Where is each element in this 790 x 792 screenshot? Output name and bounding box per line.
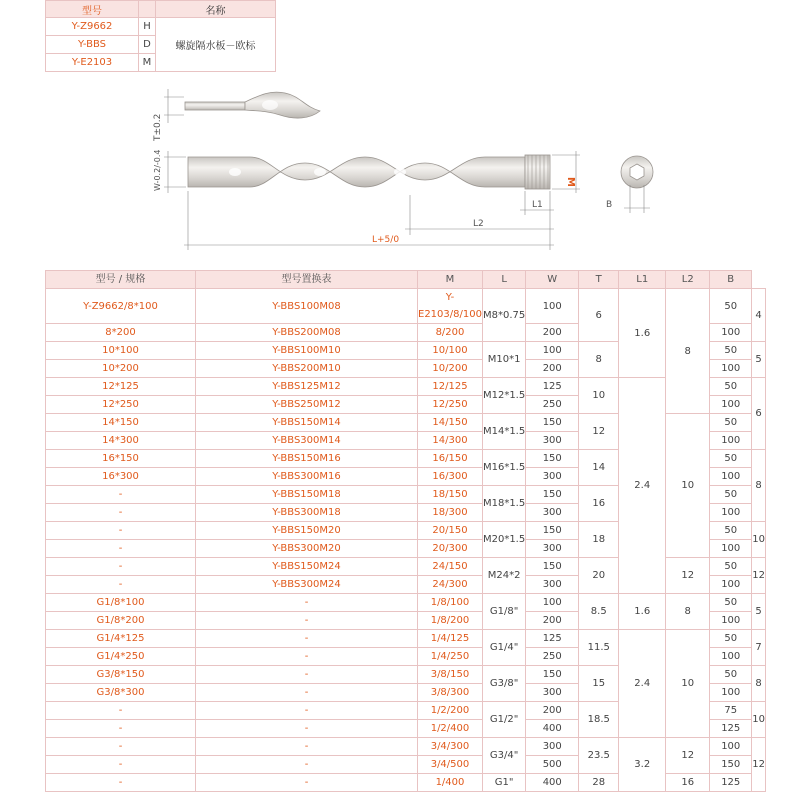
header-l: L	[482, 271, 525, 289]
t-label: T±0.2	[153, 113, 163, 141]
cell-spec: -	[46, 576, 196, 594]
cell-e2103: 12/125	[418, 378, 483, 396]
header-b: B	[710, 271, 752, 289]
cell-m: G1/8"	[482, 594, 525, 630]
cell-t: 1.6	[619, 289, 666, 378]
header-swap: 型号置换表	[196, 271, 418, 289]
cell-bbs: Y-BBS200M10	[196, 360, 418, 378]
cell-e2103: 3/8/150	[418, 666, 483, 684]
cell-l1: 8	[666, 594, 710, 630]
cell-e2103: 1/4/125	[418, 630, 483, 648]
cell-l: 400	[526, 774, 579, 792]
cell-e2103: 18/150	[418, 486, 483, 504]
cell-spec: -	[46, 774, 196, 792]
cell-w: 8	[579, 342, 619, 378]
l-label: L+5/0	[372, 235, 400, 245]
cell-bbs: Y-BBS100M08	[196, 289, 418, 324]
cell-e2103: 1/2/400	[418, 720, 483, 738]
cell-m: G1"	[482, 774, 525, 792]
cell-l2: 50	[710, 289, 752, 324]
cell-e2103: 3/8/300	[418, 684, 483, 702]
cell-e2103: 1/2/200	[418, 702, 483, 720]
cell-l: 250	[526, 396, 579, 414]
legend-code: M	[139, 54, 156, 72]
cell-l: 300	[526, 432, 579, 450]
cell-spec: -	[46, 486, 196, 504]
cell-l2: 50	[710, 594, 752, 612]
spec-table-body	[46, 289, 766, 792]
header-m: M	[418, 271, 483, 289]
cell-spec: -	[46, 540, 196, 558]
cell-l2: 100	[710, 324, 752, 342]
table-row	[46, 378, 766, 396]
cell-l2: 50	[710, 558, 752, 576]
cell-l1: 8	[666, 289, 710, 414]
cell-l2: 100	[710, 738, 752, 756]
cell-l: 150	[526, 666, 579, 684]
cell-e2103: 3/4/300	[418, 738, 483, 756]
cell-l2: 50	[710, 450, 752, 468]
cell-bbs: Y-BBS150M20	[196, 522, 418, 540]
cell-l: 100	[526, 289, 579, 324]
cell-bbs: Y-BBS150M16	[196, 450, 418, 468]
cell-spec: -	[46, 558, 196, 576]
cell-b: 10	[752, 702, 766, 738]
cell-l2: 50	[710, 342, 752, 360]
cell-e2103: 24/150	[418, 558, 483, 576]
cell-spec: -	[46, 738, 196, 756]
cell-spec: -	[46, 504, 196, 522]
cell-w: 20	[579, 558, 619, 594]
l1-label: L1	[532, 200, 543, 210]
cell-l1: 12	[666, 738, 710, 774]
cell-l: 200	[526, 702, 579, 720]
cell-l2: 100	[710, 396, 752, 414]
cell-m: G3/8"	[482, 666, 525, 702]
cell-bbs: -	[196, 594, 418, 612]
cell-bbs: Y-BBS150M24	[196, 558, 418, 576]
cell-bbs: Y-BBS300M18	[196, 504, 418, 522]
cell-bbs: -	[196, 702, 418, 720]
cell-t: 1.6	[619, 594, 666, 630]
cell-bbs: Y-BBS200M08	[196, 324, 418, 342]
cell-e2103: 20/150	[418, 522, 483, 540]
legend-model: Y-BBS	[46, 36, 139, 54]
table-row	[46, 289, 766, 324]
header-l2: L2	[666, 271, 710, 289]
cell-w: 12	[579, 414, 619, 450]
cell-e2103: Y-E2103/8/100	[418, 289, 483, 324]
cell-b: 12	[752, 738, 766, 792]
cell-e2103: 24/300	[418, 576, 483, 594]
legend-product-name: 螺旋隔水板－欧标	[156, 18, 276, 72]
end-view-part	[621, 156, 653, 188]
b-label: B	[606, 200, 613, 210]
cell-spec: G1/4*125	[46, 630, 196, 648]
header-l1: L1	[619, 271, 666, 289]
cell-bbs: Y-BBS100M10	[196, 342, 418, 360]
cell-spec: -	[46, 720, 196, 738]
cell-b: 4	[752, 289, 766, 342]
cell-e2103: 20/300	[418, 540, 483, 558]
cell-bbs: Y-BBS150M14	[196, 414, 418, 432]
cell-spec: 10*100	[46, 342, 196, 360]
cell-m: G1/2"	[482, 702, 525, 738]
cell-e2103: 18/300	[418, 504, 483, 522]
cell-l2: 100	[710, 576, 752, 594]
cell-l: 125	[526, 378, 579, 396]
legend-header-name: 名称	[156, 1, 276, 18]
cell-bbs: Y-BBS125M12	[196, 378, 418, 396]
cell-m: M16*1.5	[482, 450, 525, 486]
cell-l2: 50	[710, 522, 752, 540]
legend-code: H	[139, 18, 156, 36]
legend-model: Y-Z9662	[46, 18, 139, 36]
cell-bbs: Y-BBS300M14	[196, 432, 418, 450]
cell-l: 100	[526, 342, 579, 360]
cell-l2: 125	[710, 720, 752, 738]
cell-e2103: 14/150	[418, 414, 483, 432]
cell-m: M20*1.5	[482, 522, 525, 558]
table-row	[46, 594, 766, 612]
cell-spec: G1/8*200	[46, 612, 196, 630]
cell-l: 300	[526, 576, 579, 594]
cell-t: 3.2	[619, 738, 666, 792]
t-dimension	[164, 89, 184, 123]
cell-spec: 12*125	[46, 378, 196, 396]
cell-l2: 100	[710, 540, 752, 558]
cell-l2: 125	[710, 774, 752, 792]
cell-w: 18.5	[579, 702, 619, 738]
cell-bbs: -	[196, 612, 418, 630]
cell-bbs: -	[196, 648, 418, 666]
cell-l: 150	[526, 558, 579, 576]
cell-w: 28	[579, 774, 619, 792]
cell-l: 150	[526, 414, 579, 432]
cell-l: 125	[526, 630, 579, 648]
cell-bbs: -	[196, 666, 418, 684]
w-dimension	[164, 151, 186, 193]
cell-m: M12*1.5	[482, 378, 525, 414]
cell-spec: G3/8*150	[46, 666, 196, 684]
cell-l: 500	[526, 756, 579, 774]
cell-b: 10	[752, 522, 766, 558]
cell-w: 6	[579, 289, 619, 342]
length-dimensions	[184, 191, 554, 250]
cell-spec: 8*200	[46, 324, 196, 342]
spec-table	[45, 270, 766, 792]
cell-w: 18	[579, 522, 619, 558]
cell-bbs: Y-BBS300M24	[196, 576, 418, 594]
header-t: T	[579, 271, 619, 289]
cell-m: M24*2	[482, 558, 525, 594]
cell-spec: 16*150	[46, 450, 196, 468]
cell-l2: 100	[710, 468, 752, 486]
cell-e2103: 10/200	[418, 360, 483, 378]
cell-e2103: 1/8/200	[418, 612, 483, 630]
cell-l: 150	[526, 486, 579, 504]
cell-spec: 10*200	[46, 360, 196, 378]
cell-b: 5	[752, 342, 766, 378]
cell-e2103: 12/250	[418, 396, 483, 414]
cell-spec: Y-Z9662/8*100	[46, 289, 196, 324]
cell-l2: 50	[710, 414, 752, 432]
cell-spec: G1/8*100	[46, 594, 196, 612]
cell-m: G3/4"	[482, 738, 525, 774]
m-label: M	[565, 177, 576, 187]
w-label: W-0.2/-0.4	[153, 149, 162, 191]
cell-l2: 50	[710, 630, 752, 648]
cell-bbs: Y-BBS150M18	[196, 486, 418, 504]
table-header-row	[46, 271, 766, 289]
cell-l1: 10	[666, 630, 710, 738]
cell-l: 250	[526, 648, 579, 666]
cell-b: 12	[752, 558, 766, 594]
cell-l: 400	[526, 720, 579, 738]
cell-m: M8*0.75	[482, 289, 525, 342]
cell-l2: 100	[710, 432, 752, 450]
cell-l1: 12	[666, 558, 710, 594]
cell-l2: 50	[710, 486, 752, 504]
cell-e2103: 14/300	[418, 432, 483, 450]
cell-l2: 100	[710, 684, 752, 702]
cell-e2103: 16/300	[418, 468, 483, 486]
cell-w: 11.5	[579, 630, 619, 666]
cell-b: 6	[752, 378, 766, 450]
cell-spec: G1/4*250	[46, 648, 196, 666]
cell-t: 2.4	[619, 378, 666, 594]
cell-spec: G3/8*300	[46, 684, 196, 702]
legend-header-model: 型号	[46, 1, 139, 18]
cell-spec: -	[46, 522, 196, 540]
cell-bbs: Y-BBS300M16	[196, 468, 418, 486]
cell-l: 300	[526, 540, 579, 558]
cell-l: 200	[526, 360, 579, 378]
table-row	[46, 630, 766, 648]
cell-b: 8	[752, 666, 766, 702]
cell-l: 300	[526, 684, 579, 702]
legend-table	[45, 0, 276, 72]
cell-l2: 100	[710, 504, 752, 522]
cell-e2103: 10/100	[418, 342, 483, 360]
cell-l2: 150	[710, 756, 752, 774]
main-view-part	[188, 155, 550, 189]
legend-model: Y-E2103	[46, 54, 139, 72]
cell-w: 8.5	[579, 594, 619, 630]
cell-t: 2.4	[619, 630, 666, 738]
cell-b: 5	[752, 594, 766, 630]
side-view-part	[185, 92, 320, 118]
cell-l: 150	[526, 450, 579, 468]
cell-m: M10*1	[482, 342, 525, 378]
header-w: W	[526, 271, 579, 289]
cell-l2: 100	[710, 612, 752, 630]
b-dimension	[624, 185, 650, 213]
cell-e2103: 16/150	[418, 450, 483, 468]
cell-spec: 16*300	[46, 468, 196, 486]
cell-bbs: Y-BBS300M20	[196, 540, 418, 558]
cell-bbs: -	[196, 630, 418, 648]
cell-l: 300	[526, 738, 579, 756]
cell-e2103: 3/4/500	[418, 756, 483, 774]
cell-l2: 50	[710, 666, 752, 684]
cell-w: 15	[579, 666, 619, 702]
cell-bbs: Y-BBS250M12	[196, 396, 418, 414]
cell-bbs: -	[196, 756, 418, 774]
header-spec: 型号 / 规格	[46, 271, 196, 289]
cell-e2103: 1/8/100	[418, 594, 483, 612]
cell-l2: 75	[710, 702, 752, 720]
legend-code: D	[139, 36, 156, 54]
table-row	[46, 738, 766, 756]
cell-m: M14*1.5	[482, 414, 525, 450]
l2-label: L2	[473, 219, 484, 229]
cell-w: 16	[579, 486, 619, 522]
cell-l2: 50	[710, 378, 752, 396]
cell-spec: -	[46, 756, 196, 774]
cell-w: 14	[579, 450, 619, 486]
legend-header-code	[139, 1, 156, 18]
cell-l1: 16	[666, 774, 710, 792]
cell-spec: 12*250	[46, 396, 196, 414]
cell-spec: -	[46, 702, 196, 720]
cell-l: 150	[526, 522, 579, 540]
cell-b: 7	[752, 630, 766, 666]
cell-l: 100	[526, 594, 579, 612]
cell-w: 10	[579, 378, 619, 414]
cell-bbs: -	[196, 738, 418, 756]
cell-e2103: 1/4/250	[418, 648, 483, 666]
cell-m: M18*1.5	[482, 486, 525, 522]
cell-bbs: -	[196, 774, 418, 792]
cell-l1: 10	[666, 414, 710, 558]
cell-e2103: 1/400	[418, 774, 483, 792]
cell-l2: 100	[710, 360, 752, 378]
cell-m: G1/4"	[482, 630, 525, 666]
cell-spec: 14*150	[46, 414, 196, 432]
cell-w: 23.5	[579, 738, 619, 774]
cell-l2: 100	[710, 648, 752, 666]
cell-l: 200	[526, 612, 579, 630]
cell-l: 300	[526, 504, 579, 522]
cell-b: 8	[752, 450, 766, 522]
cell-l: 200	[526, 324, 579, 342]
cell-l: 300	[526, 468, 579, 486]
cell-e2103: 8/200	[418, 324, 483, 342]
cell-bbs: -	[196, 720, 418, 738]
technical-drawing	[140, 85, 660, 260]
cell-bbs: -	[196, 684, 418, 702]
cell-spec: 14*300	[46, 432, 196, 450]
